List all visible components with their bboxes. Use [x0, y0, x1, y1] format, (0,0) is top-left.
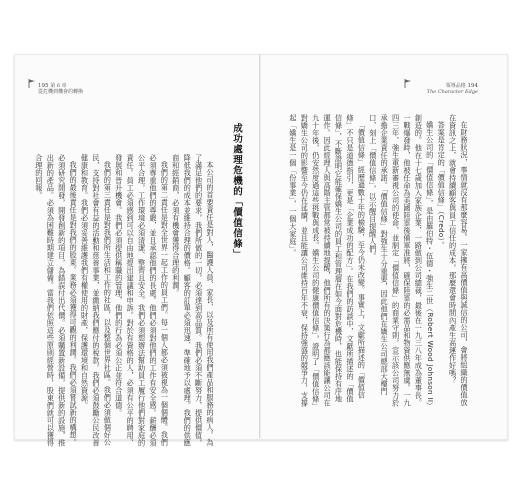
paragraph: 我們的第三責任是對我們所生活和工作的社區，以及整個世界社區。我們必須做個好公民，支持對社會有益的活動和慈善事業，並繳納我們應付的稅款。我們必須鼓勵公民改善健康和教育。我們必須妥善維護我們有權使用的財產，保護環境和自然資源。	[80, 154, 113, 447]
left-page-header	[38, 83, 83, 95]
paragraph: 我們的最後責任是對我們的股東。業務必須獲得可觀的利潤。我們必須嘗試新的構想。必須研究開發，開發創新的項目，為錯誤付出代價。必須購置新設備，提供新的設施，推出新的產品。必須為困難時期建立儲備。當我們依照這些原則經營時，股東們就可以獲得合理的回報。	[34, 154, 79, 447]
paragraph: 本公司的首要責任是對人，醫護人員、家長、以及所有使用我們產品和服務的病人。為了滿足他們的要求，我們所做的一切，必須達到高品質。我們必須不斷努力，提供價值，降低我們的成本並維持合理的價格。顧客的訂單必須迅速、準確地予以處理。我們的供應商和經銷商，必須有機會獲得合理的利潤。	[171, 154, 215, 447]
left-chapter-title: 從危機到機會的轉換	[38, 89, 84, 95]
book-gutter	[259, 54, 261, 438]
paragraph: 在財務狀況，事情就沒有那麼容易。一家擁有高價值與誠信的公司，會將組織的價值放在資訊之上，就會持續顧客與員工信任的成本，那麼還會時間內產生高運作好嗎？	[448, 114, 469, 407]
right-page-body	[288, 114, 470, 410]
paragraph: 「價值信條」經歷過數十年的檢驗，至今仍未改變。事實上，文獻所描述的「價值信條」不只是道德指引，更是「企業成功的配方」。在我們的訪談中，文獻所描述的「價值信條」，不斷證明它能確保嬌生公司的員工和管理層在如今面對危機時，也能保持有序地運作。因此經理人與高階主管都常被持續地提醒，他們所有的決策行為都應該能讓公司在九十年後，仍安然度過這些挑戰與成長。嬌生公司的健康價值信條」，證明了「價值信條」對嬌生公司的影響至今仍在延續，並且能讓公司維持百年不衰，保持強盛的競爭力，支撐起「嬌生是一個「份事業」，一個大家庭」。	[288, 114, 367, 407]
paragraph: 我們的第二責任是對全世界一起工作的員工們。每一個人都必須被視為一個個體。我們必須尊重他們的尊嚴，並且承認他們的長處。他們必須對他們的工作有安全感。薪酬必須公平合理，工作環境必須清潔、整齊且安全。我們必須想辦法幫助員工履行他們對家庭的責任。員工必須感到可以自由地提出建議和申訴。對於有資格的人，必須有公平的聘用、發展和晉升機會。我們必須提供稱職的管理，他們的行為必須公正並符合道德。	[114, 154, 170, 447]
flag-icon	[404, 79, 412, 88]
right-book-title: 領導品格	[445, 83, 466, 89]
section-title: 成功處理危機的「價值信條」	[231, 123, 242, 260]
right-book-title-en: The Character Edge	[426, 89, 478, 95]
right-page-number: 194	[467, 83, 478, 89]
paragraph: 嬌生公司的「價值信條」，是由羅伯特・伍德・強生二世（Robert Wood Johnson II）創造的。他在十七歲加入家族企業，一路做到公司總裁，最後在一九三八年成為董事長。一戰爆發時，他被任命為美國陸軍後備軍准將，確保陸軍的必需品和物資供應無虞。一九四三年，強生重新審視公司的使命，並制定「價值信條」的商業守則，宣示該公司努力於承擔企業責任的承諾。「價值信條」對強生十分重要，因此他們在嬌生公司總部大樓門口，刻上「價值信條」，以示醒目提醒人們。	[368, 114, 435, 410]
left-page-body	[34, 154, 216, 450]
left-chapter: 第 6 章	[50, 83, 67, 89]
flag-icon	[28, 79, 36, 88]
paragraph: 答案是肯定的「價值信條」（Credo）。	[437, 121, 447, 250]
right-page-header	[427, 83, 478, 95]
left-page-number: 195	[38, 83, 49, 89]
